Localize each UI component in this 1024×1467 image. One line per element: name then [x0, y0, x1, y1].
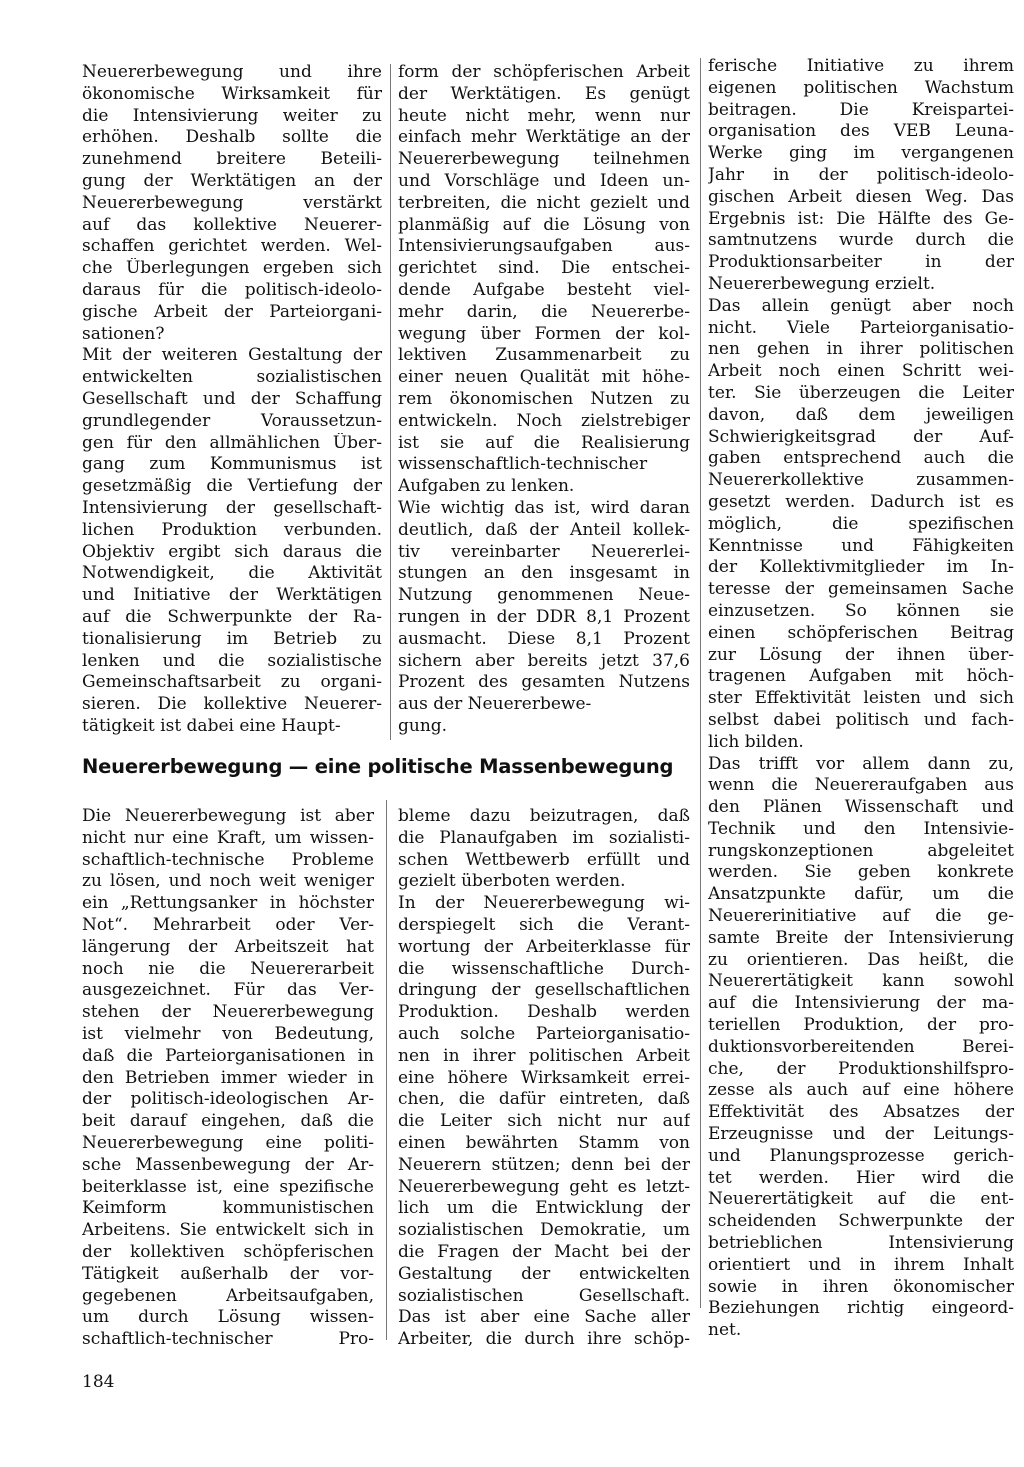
- text-line: lenken und die sozialistische: [82, 650, 382, 671]
- text-line: um durch Lösung wissen-: [82, 1307, 374, 1328]
- text-line: bleme dazu beizutragen, daß: [398, 806, 690, 826]
- text-line: sowie in ihren ökonomischer: [708, 1276, 1014, 1297]
- text-line: gung.: [398, 715, 448, 736]
- text-line: beitragen. Die Kreispartei-: [708, 99, 1014, 120]
- text-line: ter. Sie überzeugen die Leiter: [708, 382, 1014, 403]
- text-line: und Planungsprozesse gerich-: [708, 1145, 1014, 1166]
- text-line: beiterklasse ist, eine spezifische: [82, 1176, 374, 1197]
- text-line: wortung der Arbeiterklasse für: [398, 936, 690, 957]
- text-line: rungen in der DDR 8,1 Prozent: [398, 606, 690, 627]
- text-line: zu orientieren. Das heißt, die: [708, 949, 1014, 970]
- text-line: Das trifft vor allem dann zu,: [708, 753, 1014, 774]
- text-line: samtnutzens wurde durch die: [708, 230, 1014, 251]
- text-line: Neuererkollektive zusammen-: [708, 470, 1014, 491]
- text-line: Neuererbewegung verstärkt: [82, 192, 382, 213]
- text-line: Notwendigkeit, die Aktivität: [82, 563, 382, 584]
- text-line: gung der Werktätigen an der: [82, 170, 382, 191]
- text-line: Werke ging im vergangenen: [708, 143, 1014, 164]
- column-rule-3: [386, 800, 387, 1340]
- text-line: zu lösen, und noch weit weniger: [82, 871, 374, 892]
- text-line: tragenen Aufgaben mit höch-: [708, 666, 1014, 687]
- text-line: rem ökonomischen Nutzen zu: [398, 388, 690, 409]
- text-line: heute nicht mehr, wenn nur: [398, 105, 690, 126]
- text-line: auf die Schwerpunkte der Ra-: [82, 606, 382, 627]
- text-line: gezielt überboten werden.: [398, 871, 626, 892]
- text-line: stehen der Neuererbewegung: [82, 1002, 374, 1023]
- text-line: möglich, die spezifischen: [708, 513, 1014, 534]
- text-line: schaftlich-technische Probleme: [82, 849, 374, 870]
- text-line: gische Arbeit der Parteiorgani-: [82, 301, 382, 322]
- text-line: gaben entsprechend auch die: [708, 448, 1014, 469]
- text-line: sozialistischen Gesellschaft.: [398, 1285, 690, 1306]
- text-line: Wie wichtig das ist, wird daran: [398, 497, 690, 518]
- text-line: selbst dabei politisch und fach-: [708, 709, 1014, 730]
- text-line: Gestaltung der entwickelten: [398, 1263, 690, 1284]
- text-line: Neuerern stützen; denn bei der: [398, 1154, 690, 1175]
- text-line: betrieblichen Intensivierung: [708, 1233, 1014, 1254]
- text-line: Tätigkeit außerhalb der vor-: [82, 1263, 374, 1284]
- text-line: Ergebnis ist: Die Hälfte des Ge-: [708, 208, 1014, 229]
- text-line: Neuererbewegung und ihre: [82, 62, 382, 82]
- text-line: einfach mehr Werktätige an der: [398, 127, 690, 148]
- text-line: den Betrieben immer wieder in: [82, 1067, 374, 1088]
- text-line: gerichtet sind. Die entschei-: [398, 258, 690, 279]
- column-rule-2: [700, 58, 701, 1308]
- text-line: ein „Rettungsanker in höchster: [82, 893, 374, 914]
- text-line: Keimform kommunistischen: [82, 1198, 374, 1219]
- text-line: nicht nur eine Kraft, um wissen-: [82, 827, 374, 848]
- text-line: Neuererbewegung geht es letzt-: [398, 1176, 690, 1197]
- text-line: wegung über Formen der kol-: [398, 323, 690, 344]
- text-line: der Kollektivmitglieder im In-: [708, 557, 1014, 578]
- text-line: mehr darin, die Neuererbe-: [398, 301, 690, 322]
- text-line: erhöhen. Deshalb sollte die: [82, 127, 382, 148]
- text-line: In der Neuererbewegung wi-: [398, 893, 690, 914]
- text-line: tätigkeit ist dabei eine Haupt-: [82, 715, 341, 736]
- text-line: terbreiten, die nicht gezielt und: [398, 192, 690, 213]
- text-line: gischen Arbeit diesen Weg. Das: [708, 186, 1014, 207]
- text-line: sichern aber bereits jetzt 37,6: [398, 650, 690, 671]
- text-line: Mit der weiteren Gestaltung der: [82, 345, 382, 366]
- column-rule-1: [390, 64, 391, 740]
- text-line: dende Aufgabe besteht viel-: [398, 279, 690, 300]
- text-line: daß die Parteiorganisationen in: [82, 1045, 374, 1066]
- text-line: die Fragen der Macht bei der: [398, 1241, 690, 1262]
- text-line: duktionsvorbereitenden Berei-: [708, 1036, 1014, 1057]
- text-line: beit darauf eingehen, daß die: [82, 1111, 374, 1132]
- text-line: entwickeln. Noch zielstrebiger: [398, 410, 690, 431]
- text-line: ausgezeichnet. Für das Ver-: [82, 980, 374, 1001]
- text-line: Gesellschaft und der Schaffung: [82, 388, 382, 409]
- text-line: nen in ihrer politischen Arbeit: [398, 1045, 690, 1066]
- text-line: die wissenschaftliche Durch-: [398, 958, 690, 979]
- text-line: Neuererbewegung erzielt.: [708, 273, 936, 294]
- text-line: che, der Produktionshilfspro-: [708, 1058, 1014, 1079]
- text-line: samte Breite der Intensivierung: [708, 927, 1014, 948]
- text-line: auf die Intensivierung der ma-: [708, 993, 1014, 1014]
- text-line: zur Lösung der ihnen über-: [708, 644, 1014, 665]
- text-line: grundlegender Voraussetzun-: [82, 410, 382, 431]
- text-line: und Vorschläge und Ideen un-: [398, 170, 690, 191]
- text-line: wenn die Neuereraufgaben aus: [708, 775, 1014, 796]
- text-line: orientiert und in ihrem Inhalt: [708, 1254, 1014, 1275]
- text-line: davon, daß dem jeweiligen: [708, 404, 1014, 425]
- text-line: lektiven Zusammenarbeit zu: [398, 345, 690, 366]
- text-line: Neuerertätigkeit auf die ent-: [708, 1189, 1014, 1210]
- text-line: Intensivierung der gesellschaft-: [82, 497, 382, 518]
- text-line: Nutzung genommenen Neue-: [398, 585, 690, 606]
- text-line: aus der Neuererbewe-: [398, 694, 592, 715]
- text-line: nicht. Viele Parteiorganisatio-: [708, 317, 1014, 338]
- text-line: sieren. Die kollektive Neuerer-: [82, 694, 382, 715]
- text-line: Schwierigkeitsgrad der Auf-: [708, 426, 1014, 447]
- text-line: Jahr in der politisch-ideolo-: [708, 164, 1014, 185]
- text-line: eigenen politischen Wachstum: [708, 77, 1014, 98]
- text-line: Neuerertätigkeit kann sowohl: [708, 971, 1014, 992]
- text-line: Arbeit noch einen Schritt wei-: [708, 361, 1014, 382]
- text-line: tionalisierung im Betrieb zu: [82, 628, 382, 649]
- text-line: eine höhere Wirksamkeit errei-: [398, 1067, 690, 1088]
- text-line: Das allein genügt aber noch: [708, 295, 1014, 316]
- text-line: stungen an den insgesamt in: [398, 563, 690, 584]
- text-line: teresse der gemeinsamen Sache: [708, 579, 1014, 600]
- text-line: Technik und den Intensivie-: [708, 818, 1014, 839]
- text-line: chen, die dafür eintreten, daß: [398, 1089, 690, 1110]
- text-line: gesetzmäßig die Vertiefung der: [82, 476, 382, 497]
- section-heading: Neuererbewegung — eine politische Massenbewegung: [82, 755, 674, 778]
- text-line: entwickelten sozialistischen: [82, 367, 382, 388]
- text-line: planmäßig auf die Lösung von: [398, 214, 690, 235]
- text-line: tiv vereinbarter Neuererlei-: [398, 541, 690, 562]
- text-line: lich bilden.: [708, 731, 804, 752]
- text-line: gesetzt werden. Dadurch ist es: [708, 491, 1014, 512]
- text-line: Arbeitens. Sie entwickelt sich in: [82, 1220, 374, 1241]
- text-line: sationen?: [82, 323, 165, 344]
- text-line: noch nie die Neuererarbeit: [82, 958, 374, 979]
- text-line: Aufgaben zu lenken.: [398, 476, 575, 497]
- text-line: dringung der gesellschaftlichen: [398, 980, 690, 1001]
- text-line: einen schöpferischen Beitrag: [708, 622, 1014, 643]
- text-column-3: [708, 56, 1014, 1342]
- text-line: Produktion. Deshalb werden: [398, 1002, 690, 1023]
- text-column-4: [82, 806, 374, 1351]
- text-line: schen Wettbewerb erfüllt und: [398, 849, 690, 870]
- text-line: der Werktätigen. Es genügt: [398, 83, 690, 104]
- text-line: Intensivierungsaufgaben aus-: [398, 236, 690, 257]
- text-line: Not“. Mehrarbeit oder Ver-: [82, 914, 374, 935]
- text-line: ist vielmehr von Bedeutung,: [82, 1023, 374, 1044]
- text-line: ster Effektivität leisten und sich: [708, 688, 1014, 709]
- text-line: Neuererbewegung eine politi-: [82, 1132, 374, 1153]
- text-line: der kollektiven schöpferischen: [82, 1241, 374, 1262]
- text-line: einen bewährten Stamm von: [398, 1132, 690, 1153]
- text-line: werden. Sie geben konkrete: [708, 862, 1014, 883]
- text-line: ferische Initiative zu ihrem: [708, 56, 1014, 76]
- text-line: Erzeugnisse und der Leitungs-: [708, 1124, 1014, 1145]
- text-line: Produktionsarbeiter in der: [708, 252, 1014, 273]
- text-line: net.: [708, 1320, 742, 1341]
- text-line: nen gehen in ihrer politischen: [708, 339, 1014, 360]
- text-line: organisation des VEB Leuna-: [708, 121, 1014, 142]
- text-line: Objektiv ergibt sich daraus die: [82, 541, 382, 562]
- text-line: Die Neuererbewegung ist aber: [82, 806, 374, 826]
- text-line: Neuererinitiative auf die ge-: [708, 906, 1014, 927]
- text-line: gen für den allmählichen Über-: [82, 432, 382, 453]
- text-line: lich um die Entwicklung der: [398, 1198, 690, 1219]
- text-line: die Intensivierung weiter zu: [82, 105, 382, 126]
- text-line: ist sie auf die Realisierung: [398, 432, 690, 453]
- text-line: form der schöpferischen Arbeit: [398, 62, 690, 82]
- text-line: Das ist aber eine Sache aller: [398, 1307, 690, 1328]
- text-line: Effektivität des Absatzes der: [708, 1102, 1014, 1123]
- text-line: daraus für die politisch-ideolo-: [82, 279, 382, 300]
- text-line: sche Massenbewegung der Ar-: [82, 1154, 374, 1175]
- text-column-5: [398, 806, 690, 1351]
- text-line: deutlich, daß der Anteil kollek-: [398, 519, 690, 540]
- text-line: den Plänen Wissenschaft und: [708, 797, 1014, 818]
- text-line: Arbeiter, die durch ihre schöp-: [398, 1329, 690, 1350]
- text-line: che Überlegungen ergeben sich: [82, 258, 382, 279]
- text-line: Beziehungen richtig eingeord-: [708, 1298, 1014, 1319]
- text-line: schaffen gerichtet werden. Wel-: [82, 236, 382, 257]
- text-line: teriellen Produktion, der pro-: [708, 1015, 1014, 1036]
- text-line: auf das kollektive Neuerer-: [82, 214, 382, 235]
- text-line: derspiegelt sich die Verant-: [398, 914, 690, 935]
- text-line: Prozent des gesamten Nutzens: [398, 672, 690, 693]
- text-line: Kenntnisse und Fähigkeiten: [708, 535, 1014, 556]
- text-line: lichen Produktion verbunden.: [82, 519, 382, 540]
- page-number: 184: [82, 1372, 115, 1392]
- text-line: und Initiative der Werktätigen: [82, 585, 382, 606]
- text-line: die Planaufgaben im sozialisti-: [398, 827, 690, 848]
- text-column-1: [82, 62, 382, 738]
- text-line: gang zum Kommunismus ist: [82, 454, 382, 475]
- text-line: sozialistischen Demokratie, um: [398, 1220, 690, 1241]
- text-line: die Leiter sich nicht nur auf: [398, 1111, 690, 1132]
- text-line: zunehmend breitere Beteili-: [82, 149, 382, 170]
- text-line: Ansatzpunkte dafür, um die: [708, 884, 1014, 905]
- text-line: Neuererbewegung teilnehmen: [398, 149, 690, 170]
- text-column-2: [398, 62, 690, 738]
- text-line: ausmacht. Diese 8,1 Prozent: [398, 628, 690, 649]
- text-line: Gemeinschaftsarbeit zu organi-: [82, 672, 382, 693]
- text-line: längerung der Arbeitszeit hat: [82, 936, 374, 957]
- text-line: rungskonzeptionen abgeleitet: [708, 840, 1014, 861]
- text-line: ökonomische Wirksamkeit für: [82, 83, 382, 104]
- text-line: einer neuen Qualität mit höhe-: [398, 367, 690, 388]
- text-line: schaftlich-technischer Pro-: [82, 1329, 374, 1350]
- text-line: der politisch-ideologischen Ar-: [82, 1089, 374, 1110]
- text-line: einzusetzen. So können sie: [708, 600, 1014, 621]
- text-line: tet werden. Hier wird die: [708, 1167, 1014, 1188]
- text-line: zesse als auch auf eine höhere: [708, 1080, 1014, 1101]
- text-line: auch solche Parteiorganisatio-: [398, 1023, 690, 1044]
- text-line: scheidenden Schwerpunkte der: [708, 1211, 1014, 1232]
- text-line: wissenschaftlich-technischer: [398, 454, 648, 475]
- text-line: gegebenen Arbeitsaufgaben,: [82, 1285, 374, 1306]
